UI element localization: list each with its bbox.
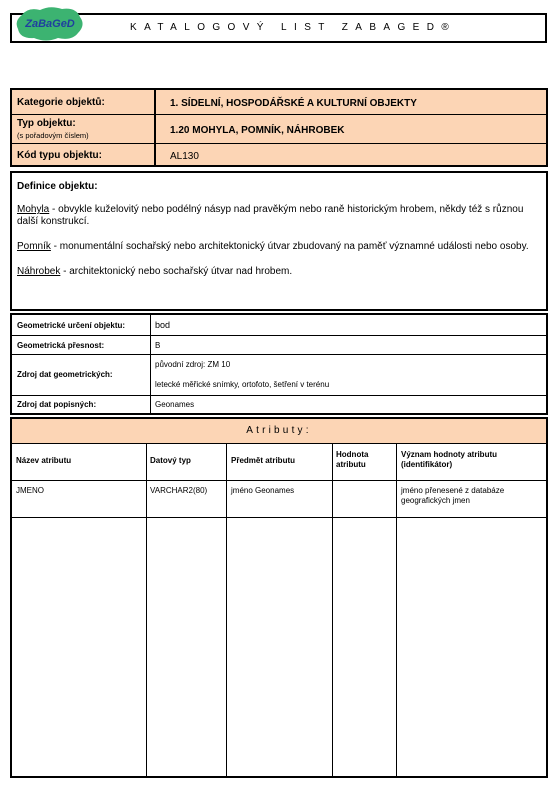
geometry-determination-row <box>12 315 546 336</box>
geo-source-row <box>12 355 546 396</box>
table-row <box>12 481 546 518</box>
definition-heading: Definice objektu: <box>17 181 98 192</box>
category-value: 1. SÍDELNÍ, HOSPODÁŘSKÉ A KULTURNÍ OBJEKTY <box>170 98 417 109</box>
catalog-header <box>10 13 547 43</box>
geo-source-label: Zdroj dat geometrických: <box>17 370 113 379</box>
category-row <box>12 90 546 115</box>
header-type: Datový typ <box>150 456 191 465</box>
attr-meaning-cell: jméno přenesené z databáze geografických jmen <box>401 486 505 505</box>
determination-label: Geometrické určení objektu: <box>17 321 126 330</box>
code-value: AL130 <box>170 151 199 162</box>
header-name: Název atributu <box>16 456 72 465</box>
type-value: 1.20 MOHYLA, POMNÍK, NÁHROBEK <box>170 125 345 136</box>
definition-mohyla: Mohyla - obvykle kuželovitý nebo podélný násyp nad pravěkým nebo raně historickým hrobem, někdy též s různou další konstrukcí. <box>17 204 524 227</box>
term-nahrobek: Náhrobek <box>17 266 61 277</box>
logo-text: ZaBaGeD <box>25 18 75 30</box>
zabaged-logo <box>14 5 86 43</box>
code-row <box>12 144 546 167</box>
determination-value: bod <box>155 320 171 330</box>
attr-name-cell: JMENO <box>16 486 44 495</box>
attr-type-cell: VARCHAR2(80) <box>150 486 208 495</box>
attributes-header-row <box>12 444 546 481</box>
term-mohyla: Mohyla <box>17 204 50 215</box>
desc-source-row <box>12 396 546 413</box>
desc-source-label: Zdroj dat popisných: <box>17 400 97 409</box>
attributes-title: Atributy: <box>12 419 546 444</box>
header-subject: Předmět atributu <box>231 456 296 465</box>
definition-nahrobek: Náhrobek - architektonický nebo sochařský útvar nad hrobem. <box>17 266 293 277</box>
header-meaning: Význam hodnoty atributu (identifikátor) <box>401 450 497 469</box>
type-row <box>12 115 546 144</box>
catalog-title: KATALOGOVÝ LIST ZABAGED® <box>130 22 457 33</box>
attr-subject-cell: jméno Geonames <box>231 486 295 495</box>
code-label: Kód typu objektu: <box>17 150 102 161</box>
geo-source-line2: letecké měřické snímky, ortofoto, šetření v terénu <box>155 380 330 389</box>
header-value: Hodnota atributu <box>336 450 369 469</box>
type-label: Typ objektu: <box>17 118 76 129</box>
object-info-table <box>10 88 548 167</box>
definition-section <box>10 171 548 311</box>
precision-value: B <box>155 341 161 350</box>
category-label: Kategorie objektů: <box>17 97 105 108</box>
type-sublabel: (s pořadovým číslem) <box>17 131 89 140</box>
precision-label: Geometrická přesnost: <box>17 341 105 350</box>
geometry-table <box>10 313 548 415</box>
attributes-table <box>10 417 548 778</box>
geo-source-line1: původní zdroj: ZM 10 <box>155 360 231 369</box>
definition-pomnik: Pomník - monumentální sochařský nebo architektonický útvar zbudovaný na paměť významné události nebo osoby. <box>17 241 529 252</box>
term-pomnik: Pomník <box>17 241 51 252</box>
desc-source-value: Geonames <box>155 400 195 409</box>
geometry-precision-row <box>12 336 546 355</box>
